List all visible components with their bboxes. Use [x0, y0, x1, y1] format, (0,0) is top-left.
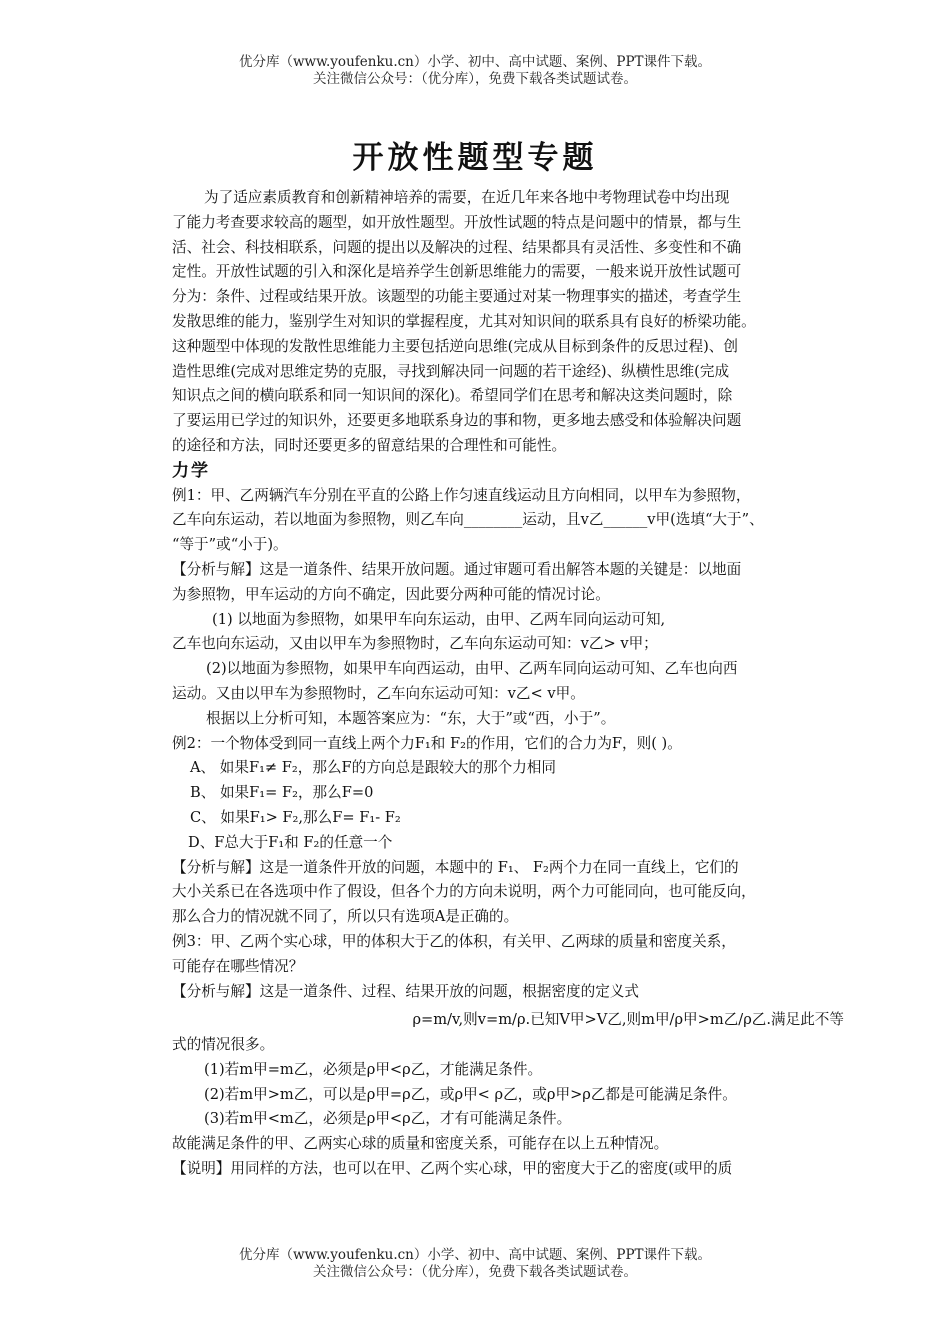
intro-line: 发散思维的能力，鉴别学生对知识的掌握程度，尤其对知识间的联系具有良好的桥梁功能。 [172, 312, 756, 330]
option-c: C、 如果F₁> F₂,那么F= F₁- F₂ [190, 808, 401, 826]
analysis-case-2: (2)以地面为参照物，如果甲车向西运动，由甲、乙两车同向运动可知、乙车也向西 [206, 660, 738, 678]
option-a: A、 如果F₁≠ F₂，那么F的方向总是跟较大的那个力相同 [190, 759, 556, 777]
footer-line-2: 关注微信公众号：（优分库），免费下载各类试题试卷。 [313, 1264, 637, 1280]
analysis-line: 大小关系已在各选项中作了假设，但各个力的方向未说明，两个力可能同向，也可能反向， [172, 883, 756, 901]
analysis-line: 式的情况很多。 [172, 1036, 275, 1054]
intro-line: 分为：条件、过程或结果开放。该题型的功能主要通过对某一物理事实的描述，考查学生 [172, 288, 742, 306]
intro-line: 造性思维(完成对思维定势的克服，寻找到解决同一问题的若干途经)、纵横性思维(完成 [172, 362, 730, 380]
analysis-line: 【分析与解】这是一道条件开放的问题，本题中的 F₁、 F₂两个力在同一直线上，它们的 [172, 858, 739, 876]
density-case-2: (2)若m甲>m乙，可以是ρ甲=ρ乙，或ρ甲< ρ乙，或ρ甲>ρ乙都是可能满足条件。 [204, 1085, 737, 1103]
section-heading-mechanics: 力学 [172, 460, 210, 481]
intro-line: 这种题型中体现的发散性思维能力主要包括逆向思维(完成从目标到条件的反思过程)、创 [172, 337, 738, 355]
example-3-line: 可能存在哪些情况？ [172, 957, 304, 975]
intro-line: 知识点之间的横向联系和同一知识间的深化)。希望同学们在思考和解决这类问题时，除 [172, 387, 733, 405]
page-footer [0, 1247, 950, 1281]
example-1-line: 乙车向东运动，若以地面为参照物，则乙车向________运动，且v乙______v甲(选填“大于”、 [172, 511, 764, 529]
intro-line: 了能力考查要求较高的题型，如开放性题型。开放性试题的特点是问题中的情景，都与生 [172, 213, 742, 231]
conclusion-line: 故能满足条件的甲、乙两实心球的质量和密度关系，可能存在以上五种情况。 [172, 1135, 669, 1153]
header-line-2: 关注微信公众号：（优分库），免费下载各类试题试卷。 [313, 71, 637, 87]
footer-line-1: 优分库（www.youfenku.cn）小学、初中、高中试题、案例、PPT课件下载。 [238, 1247, 712, 1263]
document-body [172, 186, 844, 1182]
analysis-line: 为参照物，甲车运动的方向不确定，因此要分两种可能的情况讨论。 [172, 585, 610, 603]
analysis-case-2-cont: 运动。又由以甲车为参照物时，乙车向东运动可知：v乙< v甲。 [172, 684, 585, 702]
option-b: B、 如果F₁= F₂，那么F=0 [190, 784, 374, 802]
analysis-line: 【分析与解】这是一道条件、结果开放问题。通过审题可看出解答本题的关键是：以地面 [172, 560, 742, 578]
example-1-line: “等于”或“小于)。 [172, 536, 288, 554]
analysis-case-1-cont: 乙车也向东运动，又由以甲车为参照物时，乙车向东运动可知：v乙> v甲； [172, 635, 658, 653]
analysis-case-1: (1) 以地面为参照物，如果甲车向东运动，由甲、乙两车同向运动可知, [212, 610, 666, 628]
intro-line: 为了适应素质教育和创新精神培养的需要，在近几年来各地中考物理试卷中均出现 [204, 189, 730, 206]
density-case-1: (1)若m甲=m乙，必须是ρ甲<ρ乙，才能满足条件。 [204, 1060, 543, 1078]
note-line: 【说明】用同样的方法，也可以在甲、乙两个实心球，甲的密度大于乙的密度(或甲的质 [172, 1160, 733, 1178]
option-d: D、F总大于F₁和 F₂的任意一个 [188, 833, 393, 851]
analysis-line: 那么合力的情况就不同了，所以只有选项A是正确的。 [172, 908, 519, 926]
density-formula-line: ρ=m/v,则v=m/ρ.已知V甲>V乙,则m甲/ρ甲>m乙/ρ乙.满足此不等 [412, 1011, 844, 1029]
example-2-line: 例2：一个物体受到同一直线上两个力F₁和 F₂的作用，它们的合力为F，则( )。 [172, 734, 682, 752]
example-3-line: 例3：甲、乙两个实心球，甲的体积大于乙的体积，有关甲、乙两球的质量和密度关系， [172, 932, 736, 950]
density-case-3: (3)若m甲<m乙，必须是ρ甲<ρ乙，才有可能满足条件。 [204, 1110, 572, 1128]
example-1-line: 例1：甲、乙两辆汽车分别在平直的公路上作匀速直线运动且方向相同，以甲车为参照物， [172, 486, 751, 504]
intro-line: 定性。开放性试题的引入和深化是培养学生创新思维能力的需要，一般来说开放性试题可 [172, 263, 742, 281]
intro-line: 活、社会、科技相联系，问题的提出以及解决的过程、结果都具有灵活性、多变性和不确 [172, 238, 742, 256]
page-header [0, 54, 950, 88]
analysis-line: 【分析与解】这是一道条件、过程、结果开放的问题，根据密度的定义式 [172, 982, 640, 1000]
intro-line: 了要运用已学过的知识外，还要更多地联系身边的事和物，更多地去感受和体验解决问题 [172, 412, 742, 430]
intro-line: 的途径和方法，同时还要更多的留意结果的合理性和可能性。 [172, 436, 567, 454]
document-title: 开放性题型专题 [352, 140, 598, 176]
analysis-answer: 根据以上分析可知，本题答案应为：“东，大于”或“西，小于”。 [206, 709, 616, 727]
header-line-1: 优分库（www.youfenku.cn）小学、初中、高中试题、案例、PPT课件下载。 [238, 54, 712, 70]
